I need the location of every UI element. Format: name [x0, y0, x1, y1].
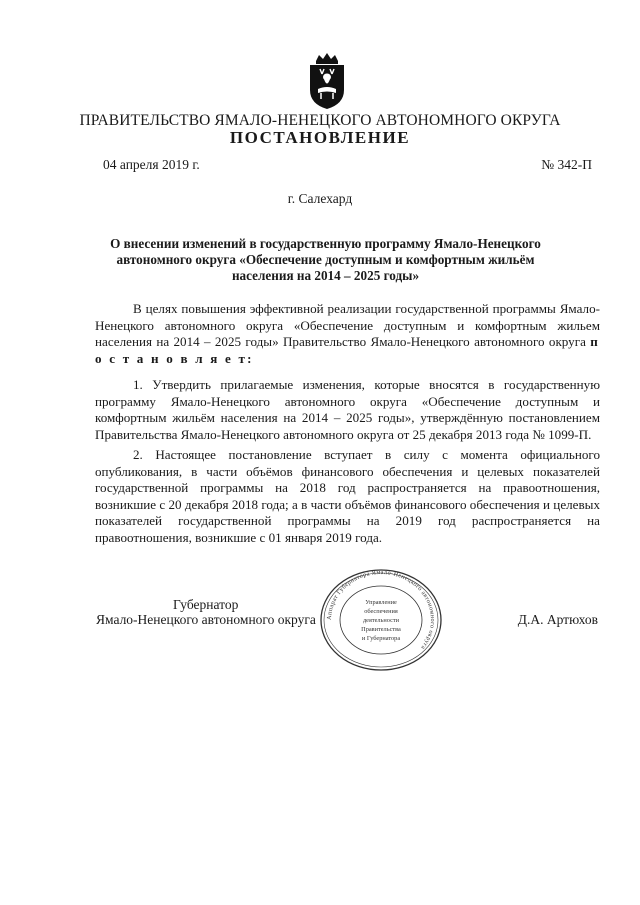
clause-2-paragraph: 2. Настоящее постановление вступает в силу с момента официального опубликования, в части объёмов финансового обеспечения и целевых показателей государственной программы на 2018 год распространяется на правоотношения, возникшие с 20 декабря 2018 года; а в части объёмов финансового обеспечения и целевых показателей государственной программы на 2019 год распространяется на правоотношения, возникшие с 01 января 2019 года.: [95, 447, 600, 545]
svg-text:Управление: Управление: [365, 599, 397, 606]
clause-1-paragraph: 1. Утвердить прилагаемые изменения, которые вносятся в государственную программу Ямало-Ненецкого автономного округа «Обеспечение доступным и комфортным жильём населения на 2014 – 2025 годы», утверждённую постановлением Правительства Ямало-Ненецкого автономного округа от 25 декабря 2013 года № 1099-П.: [95, 377, 600, 442]
official-seal-stamp: [316, 568, 446, 672]
decree-date: 04 апреля 2019 г.: [103, 157, 200, 172]
decree-number: № 342-П: [541, 157, 592, 172]
signatory-region: Ямало-Ненецкого автономного округа: [96, 612, 316, 627]
decree-subject: О внесении изменений в государственную программу Ямало-Ненецкого автономного округа «Обеспечение доступным и комфортным жильём населения на 2014 – 2025 годы»: [110, 236, 541, 283]
svg-text:и Губернатора: и Губернатора: [361, 635, 401, 642]
document-type: ПОСТАНОВЛЕНИЕ: [229, 128, 411, 147]
decree-city: г. Салехард: [287, 191, 353, 206]
government-title: ПРАВИТЕЛЬСТВО ЯМАЛО-НЕНЕЦКОГО АВТОНОМНОГО ОКРУГА: [79, 112, 561, 129]
signatory-title: Губернатор: [173, 597, 239, 612]
resolves-word: п о с т а н о в л я е т:: [95, 334, 600, 366]
svg-text:обеспечения: обеспечения: [364, 608, 398, 615]
svg-text:Правительства: Правительства: [361, 626, 401, 633]
preamble-paragraph: [95, 301, 600, 367]
svg-text:Аппарат Губернатора Ямало-Нене: Аппарат Губернатора Ямало-Ненецкого автономного округа: [325, 568, 437, 651]
svg-text:деятельности: деятельности: [362, 617, 400, 624]
signatory-name: Д.А. Артюхов: [517, 612, 598, 627]
coat-of-arms-icon: [302, 52, 352, 110]
preamble-text: В целях повышения эффективной реализации государственной программы Ямало-Ненецкого автономного округа «Обеспечение доступным и комфортным жильем населения на 2014 – 2025 годы» Правительство Ямало-Ненецкого автономного округа: [95, 301, 600, 349]
